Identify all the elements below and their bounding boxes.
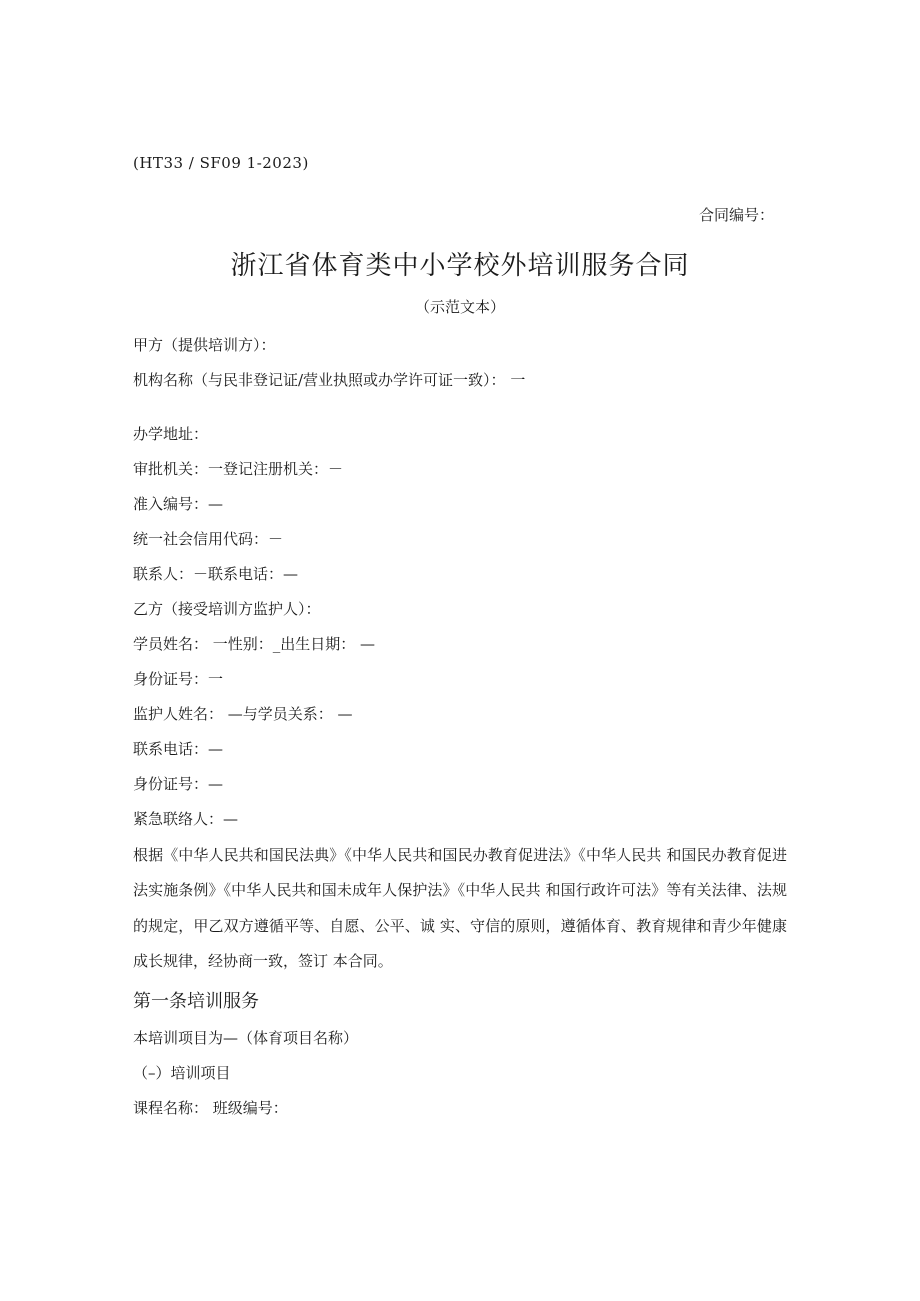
course-line: 课程名称： 班级编号： xyxy=(133,1099,288,1117)
address-field: 办学地址： xyxy=(133,425,209,443)
preamble-paragraph: 根据《中华人民共和国民法典》《中华人民共和国民办教育促进法》《中华人民共 和国民办教育促进法实施条例》《中华人民共和国未成年人保护法》《中华人民共 和国行政许可法》等有关法律、法规的规定，甲乙双方遵循平等、自愿、公平、诚 实、守信的原则，遵循体育、教育规律和青少年健康成长规律，经协商一致，签订 本合同。 xyxy=(133,846,787,970)
document-title: 浙江省体育类中小学校外培训服务合同 xyxy=(230,251,690,281)
access-number-field: 准入编号：— xyxy=(133,495,224,513)
party-a-heading: 甲方（提供培训方）： xyxy=(133,336,276,354)
project-line: 本培训项目为—（体育项目名称） xyxy=(133,1029,359,1047)
training-project-subheading: （–）培训项目 xyxy=(133,1064,231,1082)
org-name-field: 机构名称（与民非登记证/营业执照或办学许可证一致）： 一 xyxy=(133,371,526,389)
student-field: 学员姓名： 一性别：_出生日期： — xyxy=(133,635,376,653)
contact-field: 联系人：－联系电话：— xyxy=(133,565,299,583)
guardian-id-field: 身份证号：— xyxy=(133,775,224,793)
credit-code-field: 统一社会信用代码：－ xyxy=(133,530,284,548)
guardian-field: 监护人姓名： —与学员关系： — xyxy=(133,705,353,723)
student-id-field: 身份证号：一 xyxy=(133,670,224,688)
emergency-contact-field: 紧急联络人：— xyxy=(133,810,239,828)
standard-code: (HT33 / SF09 1-2023) xyxy=(133,154,309,172)
authority-field: 审批机关：一登记注册机关：－ xyxy=(133,460,344,478)
document-subtitle: （示范文本） xyxy=(414,298,505,316)
phone-field: 联系电话：— xyxy=(133,740,224,758)
article-1-title: 第一条培训服务 xyxy=(133,991,259,1012)
contract-number-label: 合同编号： xyxy=(698,206,774,224)
party-b-heading: 乙方（接受培训方监护人）： xyxy=(133,600,321,618)
